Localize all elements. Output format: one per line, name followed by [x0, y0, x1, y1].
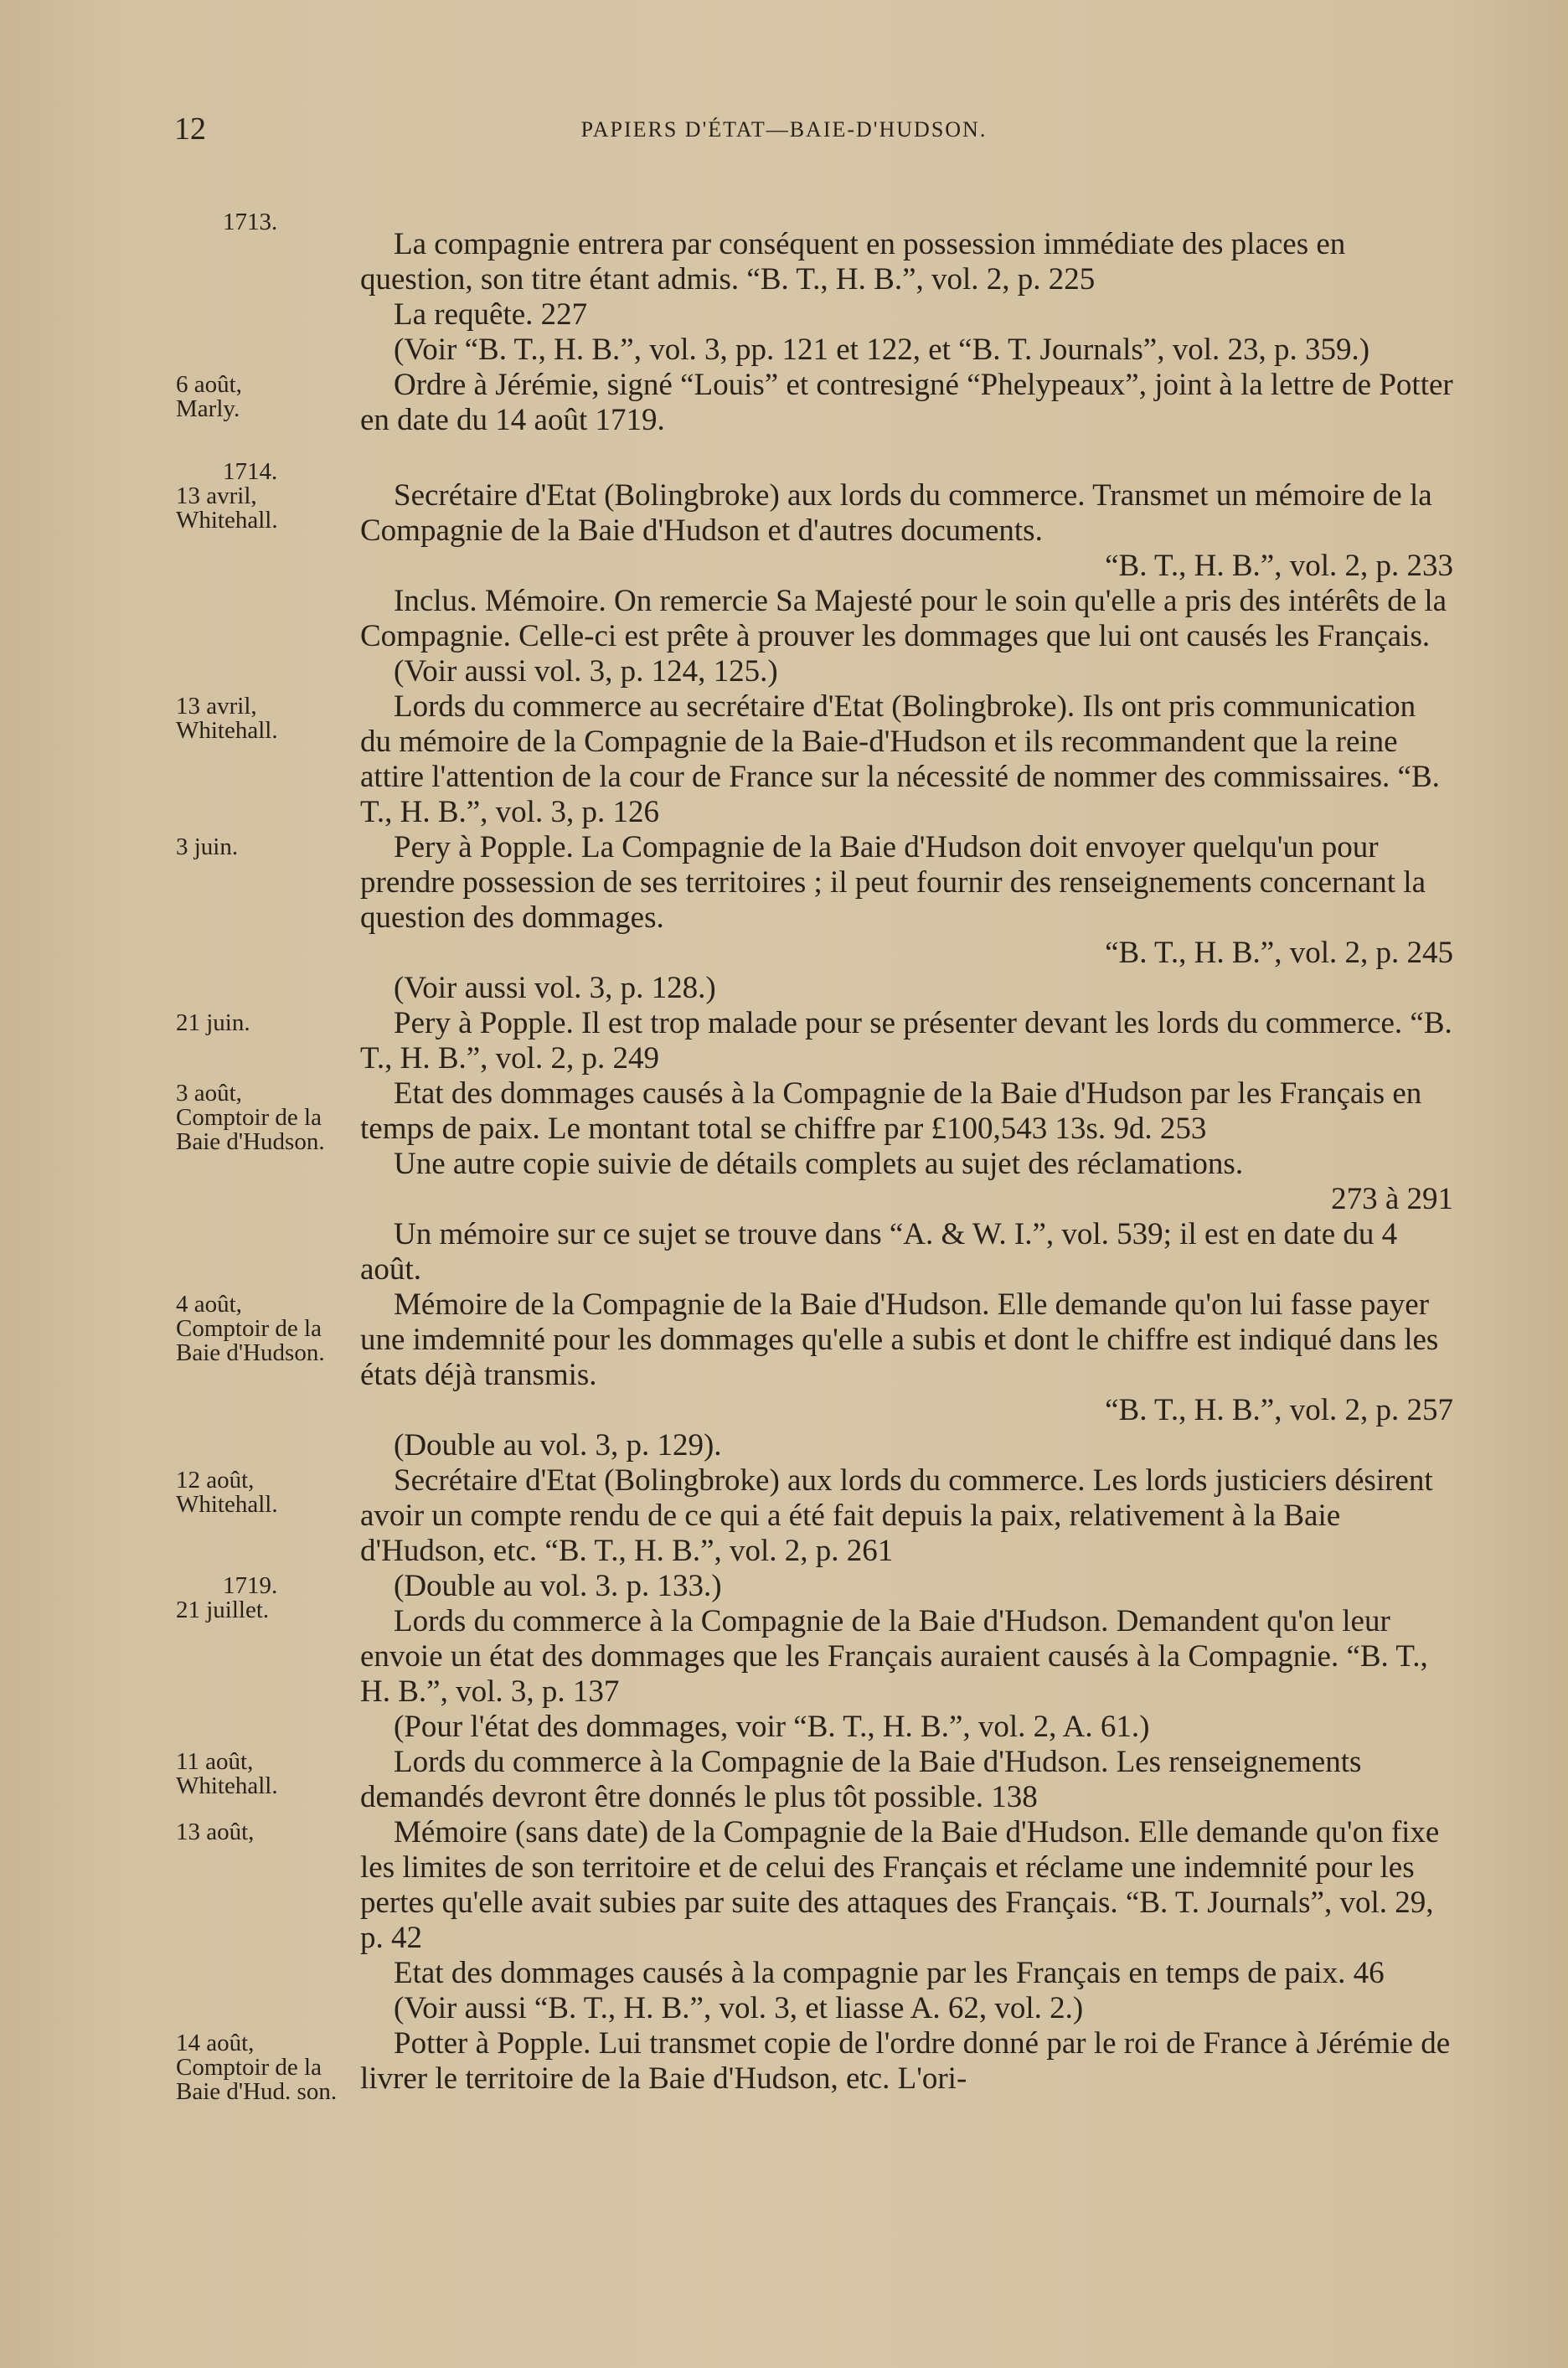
paragraph: (Voir “B. T., H. B.”, vol. 3, pp. 121 et 122, et “B. T. Journals”, vol. 23, p. 359.)	[394, 333, 1370, 367]
entry	[0, 830, 1568, 1006]
margin-place: Whitehall.	[176, 717, 278, 744]
margin-note	[176, 210, 356, 235]
paragraph: Ordre à Jérémie, signé “Louis” et contresigné “Phelypeaux”, joint à la lettre de Potter en date du 14 août 1719.	[360, 368, 1453, 437]
reference: 273 à 291	[1331, 1182, 1453, 1216]
margin-place: Whitehall.	[176, 1491, 278, 1518]
margin-date: 13 août,	[176, 1819, 255, 1845]
entry	[0, 205, 1568, 368]
margin-place: Comptoir de la Baie d'Hud. son.	[176, 2054, 338, 2105]
entry-list	[0, 205, 1568, 2105]
entry	[0, 1287, 1568, 1463]
margin-note	[176, 1292, 356, 1365]
margin-place: Marly.	[176, 395, 240, 422]
entry	[0, 689, 1568, 830]
entry-text	[360, 689, 1453, 830]
entry-text	[360, 1745, 1453, 1815]
paragraph: Mémoire de la Compagnie de la Baie d'Hudson. Elle demande qu'on lui fasse payer une imdemnité pour les dommages qu'elle a subis et dont le chiffre est indiqué dans les états déjà transmis.	[360, 1287, 1439, 1392]
margin-note	[176, 1468, 356, 1517]
entry	[0, 368, 1568, 438]
margin-date: 14 août,	[176, 2030, 255, 2056]
entry-text	[360, 1287, 1453, 1463]
page-header	[0, 111, 1568, 152]
paragraph: (Voir aussi “B. T., H. B.”, vol. 3, et liasse A. 62, vol. 2.)	[394, 1991, 1084, 2025]
entry	[0, 1076, 1568, 1287]
margin-date: 6 août,	[176, 371, 242, 398]
paragraph: Etat des dommages causés à la compagnie par les Français en temps de paix. 46	[394, 1956, 1385, 1990]
paragraph: Une autre copie suivie de détails complets au sujet des réclamations.	[394, 1147, 1244, 1181]
margin-date: 12 août,	[176, 1467, 255, 1494]
paragraph: (Voir aussi vol. 3, p. 128.)	[394, 971, 716, 1005]
paragraph: La requête. 227	[394, 297, 588, 332]
margin-place: Comptoir de la Baie d'Hudson.	[176, 1104, 325, 1155]
paragraph: Secrétaire d'Etat (Bolingbroke) aux lords du commerce. Les lords justiciers désirent avoir un compte rendu de ce qui a été fait depuis la paix, relativement à la Baie d'Hudson, etc. “B. T., H. B.”, vol. 2, p. 261	[360, 1463, 1433, 1568]
paragraph: Lords du commerce au secrétaire d'Etat (Bolingbroke). Ils ont pris communication du mémoire de la Compagnie de la Baie-d'Hudson et ils recommandent que la reine attire l'attention de la cour de France sur la nécessité de nommer des commissaires. “B. T., H. B.”, vol. 3, p. 126	[360, 689, 1440, 829]
margin-year: 1714.	[223, 458, 278, 485]
margin-note	[176, 835, 356, 859]
paragraph: (Voir aussi vol. 3, p. 124, 125.)	[394, 654, 778, 689]
margin-note	[176, 1574, 356, 1623]
paragraph: Un mémoire sur ce sujet se trouve dans “A. & W. I.”, vol. 539; il est en date du 4 août.	[360, 1217, 1398, 1287]
entry-text	[360, 1604, 1453, 1745]
margin-note	[176, 694, 356, 743]
paragraph: Pery à Popple. La Compagnie de la Baie d'Hudson doit envoyer quelqu'un pour prendre possession de ses territoires ; il peut fournir des renseignements concernant la question des dommages.	[360, 830, 1426, 935]
entry	[0, 1815, 1568, 2026]
entry-text	[360, 830, 1453, 1006]
entry-text	[360, 205, 1453, 368]
margin-note	[176, 460, 356, 533]
margin-date: 11 août,	[176, 1748, 254, 1775]
margin-date: 4 août,	[176, 1291, 242, 1318]
margin-date: 21 juillet.	[176, 1597, 270, 1623]
margin-date: 3 août,	[176, 1080, 242, 1107]
paragraph: Lords du commerce à la Compagnie de la Baie d'Hudson. Demandent qu'on leur envoie un état des dommages que les Français auraient causés à la Compagnie. “B. T., H. B.”, vol. 3, p. 137	[360, 1604, 1428, 1709]
paragraph: Mémoire (sans date) de la Compagnie de la Baie d'Hudson. Elle demande qu'on fixe les limites de son territoire et de celui des Français et réclame une indemnité pour les pertes qu'elle avait subies par suite des attaques des Français. “B. T. Journals”, vol. 29, p. 42	[360, 1815, 1440, 1955]
margin-date: 21 juin.	[176, 1009, 250, 1036]
paragraph: Lords du commerce à la Compagnie de la Baie d'Hudson. Les renseignements demandés devront être donnés le plus tôt possible. 138	[360, 1745, 1362, 1814]
margin-place: Whitehall.	[176, 507, 278, 534]
margin-note	[176, 1750, 356, 1798]
entry	[0, 2026, 1568, 2105]
entry-text	[360, 2026, 1453, 2097]
paragraph: La compagnie entrera par conséquent en possession immédiate des places en question, son titre étant admis. “B. T., H. B.”, vol. 2, p. 225	[360, 227, 1346, 297]
paragraph: (Double au vol. 3. p. 133.)	[394, 1569, 722, 1603]
margin-date: 13 avril,	[176, 693, 257, 720]
margin-note	[176, 2031, 356, 2104]
reference: “B. T., H. B.”, vol. 2, p. 257	[1105, 1393, 1453, 1427]
margin-note	[176, 373, 356, 421]
entry	[0, 455, 1568, 689]
paragraph: Pery à Popple. Il est trop malade pour se présenter devant les lords du commerce. “B. T., H. B.”, vol. 2, p. 249	[360, 1006, 1452, 1076]
margin-note	[176, 1011, 356, 1035]
margin-note	[176, 1081, 356, 1154]
entry-text	[360, 1815, 1453, 2026]
paragraph: Etat des dommages causés à la Compagnie de la Baie d'Hudson par les Français en temps de paix. Le montant total se chiffre par £100,543 13s. 9d. 253	[360, 1076, 1422, 1146]
paragraph: Potter à Popple. Lui transmet copie de l'ordre donné par le roi de France à Jérémie de livrer le territoire de la Baie d'Hudson, etc. L'ori-	[360, 2026, 1451, 2096]
entry-text	[360, 455, 1453, 689]
paragraph: Secrétaire d'Etat (Bolingbroke) aux lords du commerce. Transmet un mémoire de la Compagnie de la Baie d'Hudson et d'autres documents.	[360, 478, 1432, 548]
margin-year: 1713.	[223, 209, 278, 235]
entry-text	[360, 1076, 1453, 1287]
paragraph: (Pour l'état des dommages, voir “B. T., H. B.”, vol. 2, A. 61.)	[394, 1710, 1150, 1744]
paragraph: Inclus. Mémoire. On remercie Sa Majesté pour le soin qu'elle a pris des intérêts de la Compagnie. Celle-ci est prête à prouver les dommages que lui ont causés les Français.	[360, 584, 1447, 653]
entry-text	[360, 368, 1453, 438]
reference: “B. T., H. B.”, vol. 2, p. 245	[1105, 936, 1453, 970]
margin-year: 1719.	[223, 1572, 278, 1599]
paragraph: (Double au vol. 3, p. 129).	[394, 1428, 722, 1463]
margin-place: Whitehall.	[176, 1772, 278, 1799]
entry-text	[360, 1463, 1453, 1604]
page-number: 12	[174, 111, 206, 147]
margin-date: 3 juin.	[176, 833, 239, 860]
margin-place: Comptoir de la Baie d'Hudson.	[176, 1315, 325, 1366]
entry	[0, 1745, 1568, 1815]
reference: “B. T., H. B.”, vol. 2, p. 233	[1105, 549, 1453, 583]
entry	[0, 1006, 1568, 1076]
running-head: PAPIERS D'ÉTAT—BAIE-D'HUDSON.	[580, 117, 988, 142]
entry-text	[360, 1006, 1453, 1076]
margin-note	[176, 1820, 356, 1844]
margin-date: 13 avril,	[176, 482, 257, 509]
